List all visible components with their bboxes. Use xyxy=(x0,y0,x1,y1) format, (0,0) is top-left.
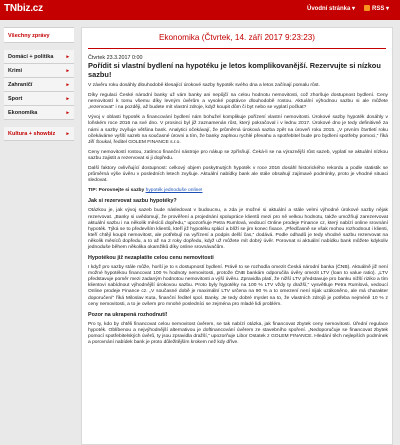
site-logo[interactable]: TNbiz.cz xyxy=(4,3,43,14)
article-date: Čtvrtek 23.3.2017 0:00 xyxy=(88,55,143,61)
chevron-right-icon: ▸ xyxy=(66,131,69,137)
article xyxy=(88,55,388,350)
article-headline: Pořídit si vlastní bydlení na hypotéku je letos komplikovanější. Rezervujte si nízkou sazbu! xyxy=(88,61,381,79)
article-paragraph: Další faktory ovlivňující dostupnost: celkový objem poskytnutých hypoték v roce 2016 dosáhl historického rekordu a podle statistik se průměrná výše úvěru v posledních letech zvyšuje. Aktuální nabídky bank ale stále obsahují zajímavé podmínky, proto je vhodné situaci sledovat. xyxy=(88,166,388,184)
sidebar-item-all-news[interactable] xyxy=(4,27,74,43)
article-subheading: Hypotékou již nezaplatíte celou cenu nemovitosti xyxy=(88,255,214,262)
sidebar-item-label: Sport xyxy=(8,96,23,102)
home-label: Úvodní stránka xyxy=(307,6,351,12)
sidebar xyxy=(4,27,74,141)
tip-link[interactable]: hypoték jednoduše online! xyxy=(145,188,203,194)
sidebar-gap xyxy=(4,43,74,50)
sidebar-item-foreign[interactable] xyxy=(4,78,74,92)
rss-icon xyxy=(364,5,370,11)
main-content xyxy=(81,27,393,445)
article-paragraph: Otázkou je, jak vývoj sazeb bude následovat v budoucnu, a zda je možné si aktuální a stále velmi výhodné úrokové sazby nějak rezervovat. „Banky si uvědomují, že prověření a projednání spolupráce klientů mezi pro ně velkou hodnotu, takže umožňují zarezervovat aktuální sazbu i na několik měsíců dopředu,“ upozorňuje Petra Rumlová, vedoucí Online prodeje Finance cz, který nabízí online srovnání hypoték. Týká se to především klientů, kteří již hypotéku splácí a blíží se jim konec fixace. „Předčasně se však mohou rozhodnout i klienti, kteří chtějí koupit nemovitost, ale potřebují na vyřízení a podpis delší čas,“ dodává. Podle odhadů je tedy vhodné sazbu rezervovat na několik měsíců dopředu, a to až na 2 roky dopředu, když už můžete mít dobrý úvěr. Porovnat si aktuální nabídku bank můžete kdykoliv jednoduše během několika okamžiků díky online srovnávačům. xyxy=(88,208,388,250)
chevron-right-icon: ▸ xyxy=(66,96,69,102)
article-paragraph: I když pro sazby stále může, horší je to s dostupností bydlení. Právě to se rozhodla omezit Česká národní banka (ČNB). Aktuálně již není možné hypotékou financovat 100 % hodnoty nemovitosti, protože ČNB bankám odporučila úvěry omezit LTV (loan to value ratio). „LTV představuje poměr mezi zadaným hodnotou nemovitosti a výší úvěru. Zpravidla platí, že nižší LTV představuje pro banku nižší riziko a tím klientovi nabídnout výhodnější úrokovou sazbu. Proto byly hypotéky na 100 % LTV vždy ty dražší,“ vysvětluje Petra Rumlová, vedoucí Online prodeje Finance cz. „V současné době je maximální LTV určena na 90 % a to omezení není nijak uzákoněno, ale má charakter doporučení“ říká Miloslav Kuta, finanční ředitel spol. Banky. Je tedy dobré myslet na to, že vlastních zdrojů je potřeba nejméně 10 % z ceny nemovitosti, a to je ovšem pro mnohé posledníci se zejména pro mladé lidi problém. xyxy=(88,265,388,307)
article-paragraph: Vývoj v oblasti hypoték a financování bydlení nám bohužel komplikuje pořízení vlastní nemovitosti. Úrokové sazby hypoték dosáhly v loňském roce 2016 na své dno. V prosinci byl již zaznamenán růst, který pokračoval i v lednu 2017. Úrokové dno je tedy definitivně za námi a sazby zvyšuje většina bank. Analytici očekávají, že průměrná úroková sazba zpět na úroveň roku 2015. „V prvním čtvrtletí roku očekáváme vyšší sazeb na současné úrovni a tím, že banky zaplnou rychlé převahu a spotřebitel bude pro bydlení spotřeby pomoci,“ říká Jiří Šoukal, ředitel GOLEM FINANCE s.r.o. xyxy=(88,115,388,145)
top-bar xyxy=(0,0,400,20)
sidebar-item-label: Všechny zprávy xyxy=(8,33,50,39)
section-divider xyxy=(88,48,386,49)
sidebar-item-label: Krimi xyxy=(8,68,23,74)
article-paragraph: Pro ty, kdo by chtěli financovat celou nemovitost úvěrem, se tak nabízí otázka, jak financovat zbytek ceny nemovitosti. Úřední regulace hypoték. Oblíbenou a nejvýhodnější alternativou je doftinancování úvěrem ze stavebního spoření. „Nedoporučuje se financovat zbytek pomocí spotřebitelských úvěrů, ty jsou zpravidla dražší,“ upozorňuje Libor Ostatek z GOLEM FINANCE. Hledání těch nejlepších podmínek a porovnání nabídek bank je proto důležitějším krokem než kdy dříve. xyxy=(88,321,388,345)
sidebar-item-culture[interactable] xyxy=(4,127,74,141)
sidebar-item-sport[interactable] xyxy=(4,92,74,106)
chevron-down-icon: ▾ xyxy=(386,6,390,12)
sidebar-item-economy[interactable] xyxy=(4,106,74,120)
sidebar-item-domestic[interactable] xyxy=(4,50,74,64)
rss-link[interactable] xyxy=(364,5,389,12)
sidebar-item-label: Zahraničí xyxy=(8,82,33,88)
sidebar-item-label: Ekonomika xyxy=(8,110,38,116)
chevron-right-icon: ▸ xyxy=(66,68,69,74)
section-title: Ekonomika (Čtvrtek, 14. září 2017 9:23:23) xyxy=(158,33,316,42)
sidebar-item-label: Kultura + showbiz xyxy=(8,131,56,137)
tip-line xyxy=(88,188,388,194)
sidebar-gap xyxy=(4,120,74,127)
home-link[interactable] xyxy=(307,5,355,12)
tip-label: TIP: Porovnejte si sazby xyxy=(88,188,145,194)
sidebar-item-crime[interactable] xyxy=(4,64,74,78)
article-subheading: Pozor na ukrapená rozhodnutí! xyxy=(88,311,168,318)
chevron-right-icon: ▸ xyxy=(66,82,69,88)
article-paragraph: Díky regulaci České národní banky už vám banky ani nepůjčí na celou hodnotu nemovitosti, což zhoršuje dostupnost bydlení. Ceny nemovitostí k tomu všemu díky levným úvěrům a vysoké poptávce dlouhodobě rostou. Aktuální výhodnou sazbu si ale můžete „rezervovat“ i na později, až budete mít vlastní zdroje, když koupit dům či byt nebo se vyplatí počkat? xyxy=(88,93,388,111)
article-subheading: Jak si rezervovat sazbu hypotéky? xyxy=(88,198,177,205)
article-paragraph: Ceny nemovitostí rostou, zatímco finanční nástroje pro nákup se zpřísňují. Čeká-li se na výraznější růst sazeb, vyplatí se aktuální nízkou sazbu zajistit a rezervovat si ji dopředu. xyxy=(88,149,388,161)
chevron-right-icon: ▸ xyxy=(66,110,69,116)
rss-label: RSS xyxy=(372,6,385,12)
chevron-down-icon: ▾ xyxy=(352,6,356,12)
article-paragraph: V závěru roku dosáhly dlouhodobě klesající úrokové sazby hypoték svého dna a letos začínají pomalu růst. xyxy=(88,83,320,88)
chevron-right-icon: ▸ xyxy=(66,54,69,60)
sidebar-item-label: Domácí + politika xyxy=(8,54,54,60)
